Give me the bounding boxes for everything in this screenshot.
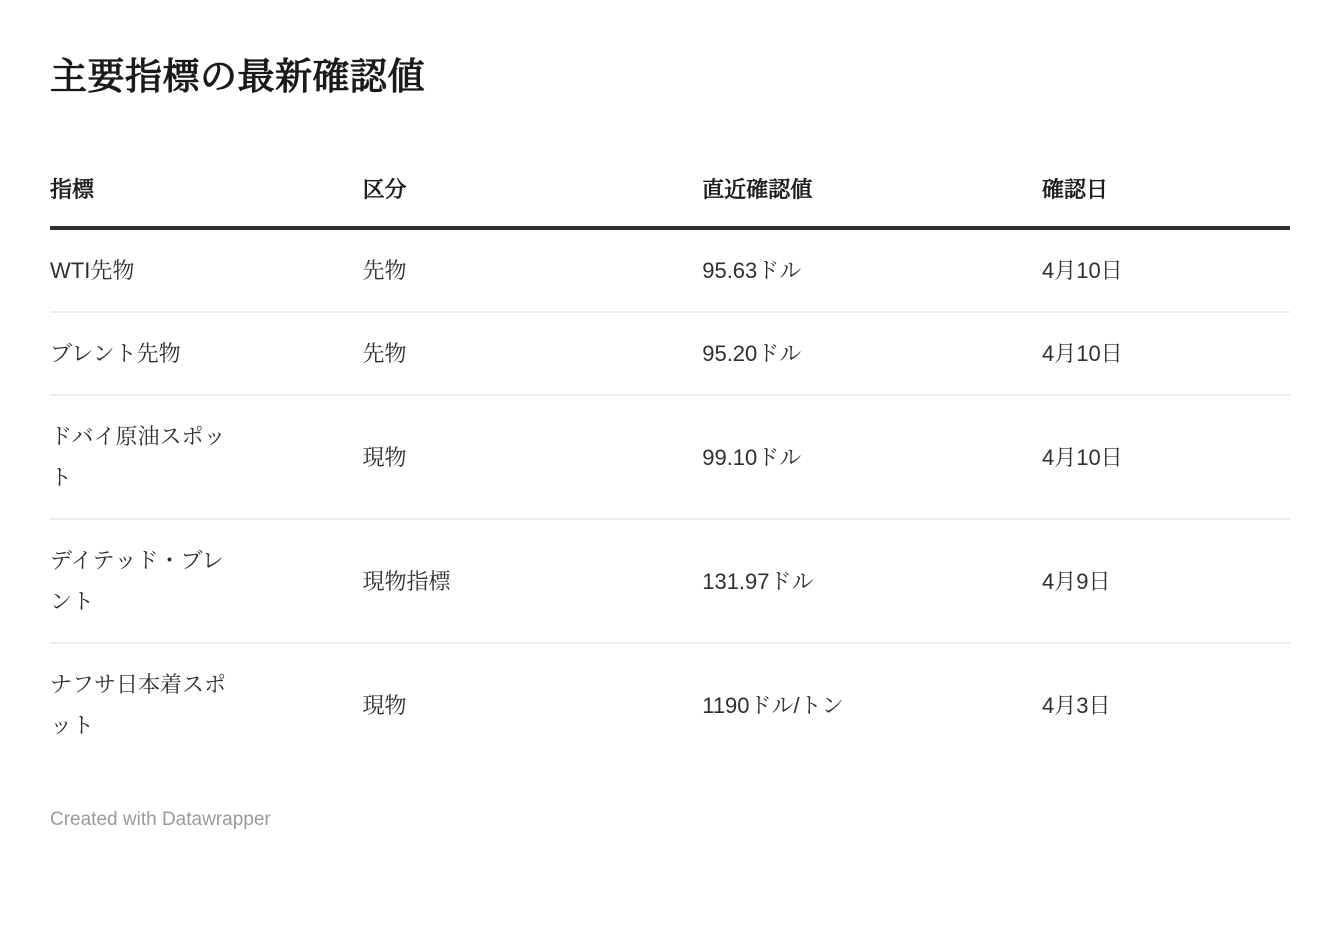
cell-confirmed-date: 4月10日 xyxy=(1042,395,1290,519)
cell-latest-value: 95.20ドル xyxy=(702,312,1042,395)
cell-indicator xyxy=(50,312,362,395)
column-header-latest-value: 直近確認値 xyxy=(702,154,1042,228)
cell-indicator xyxy=(50,643,362,766)
cell-category: 現物 xyxy=(362,395,702,519)
cell-category: 現物 xyxy=(362,643,702,766)
header-row xyxy=(50,154,1290,228)
cell-confirmed-date: 4月3日 xyxy=(1042,643,1290,766)
datawrapper-table-chart xyxy=(0,50,1340,834)
cell-latest-value: 131.97ドル xyxy=(702,519,1042,643)
cell-category: 先物 xyxy=(362,312,702,395)
cell-confirmed-date: 4月10日 xyxy=(1041,258,1123,283)
datawrapper-attribution-link[interactable]: Created with Datawrapper xyxy=(50,809,271,830)
cell-indicator xyxy=(50,228,362,312)
table-body xyxy=(50,228,1290,766)
cell-confirmed-date: 4月9日 xyxy=(1042,519,1290,643)
table-header xyxy=(50,154,1290,228)
indicator-label: ナフサ日本着スポット xyxy=(50,672,227,738)
cell-latest-value: 1190ドル/トン xyxy=(702,643,1042,766)
attribution xyxy=(50,806,1290,834)
cell-category: 先物 xyxy=(362,258,407,283)
column-header-indicator: 指標 xyxy=(50,154,362,228)
chart-title: 主要指標の最新確認値 xyxy=(50,56,425,97)
table-row xyxy=(50,519,1290,643)
cell-category: 現物指標 xyxy=(362,519,702,643)
cell-latest-value: 99.10ドル xyxy=(702,395,1042,519)
table-row xyxy=(50,395,1290,519)
cell-indicator xyxy=(50,519,362,643)
column-header-category: 区分 xyxy=(362,154,702,228)
table-row xyxy=(50,312,1290,395)
cell-confirmed-date: 4月10日 xyxy=(1042,312,1290,395)
column-header-confirmed-date: 確認日 xyxy=(1042,154,1290,228)
table-row xyxy=(50,643,1290,766)
cell-indicator xyxy=(50,395,362,519)
table-row xyxy=(50,228,1290,312)
indicator-label: WTI先物 xyxy=(50,258,135,283)
cell-latest-value: 95.63ドル xyxy=(702,258,802,283)
indicator-label: ブレント先物 xyxy=(50,341,181,366)
indicators-table xyxy=(50,154,1290,766)
indicator-label: デイテッド・ブレント xyxy=(50,548,224,614)
indicator-label: ドバイ原油スポット xyxy=(50,424,226,490)
